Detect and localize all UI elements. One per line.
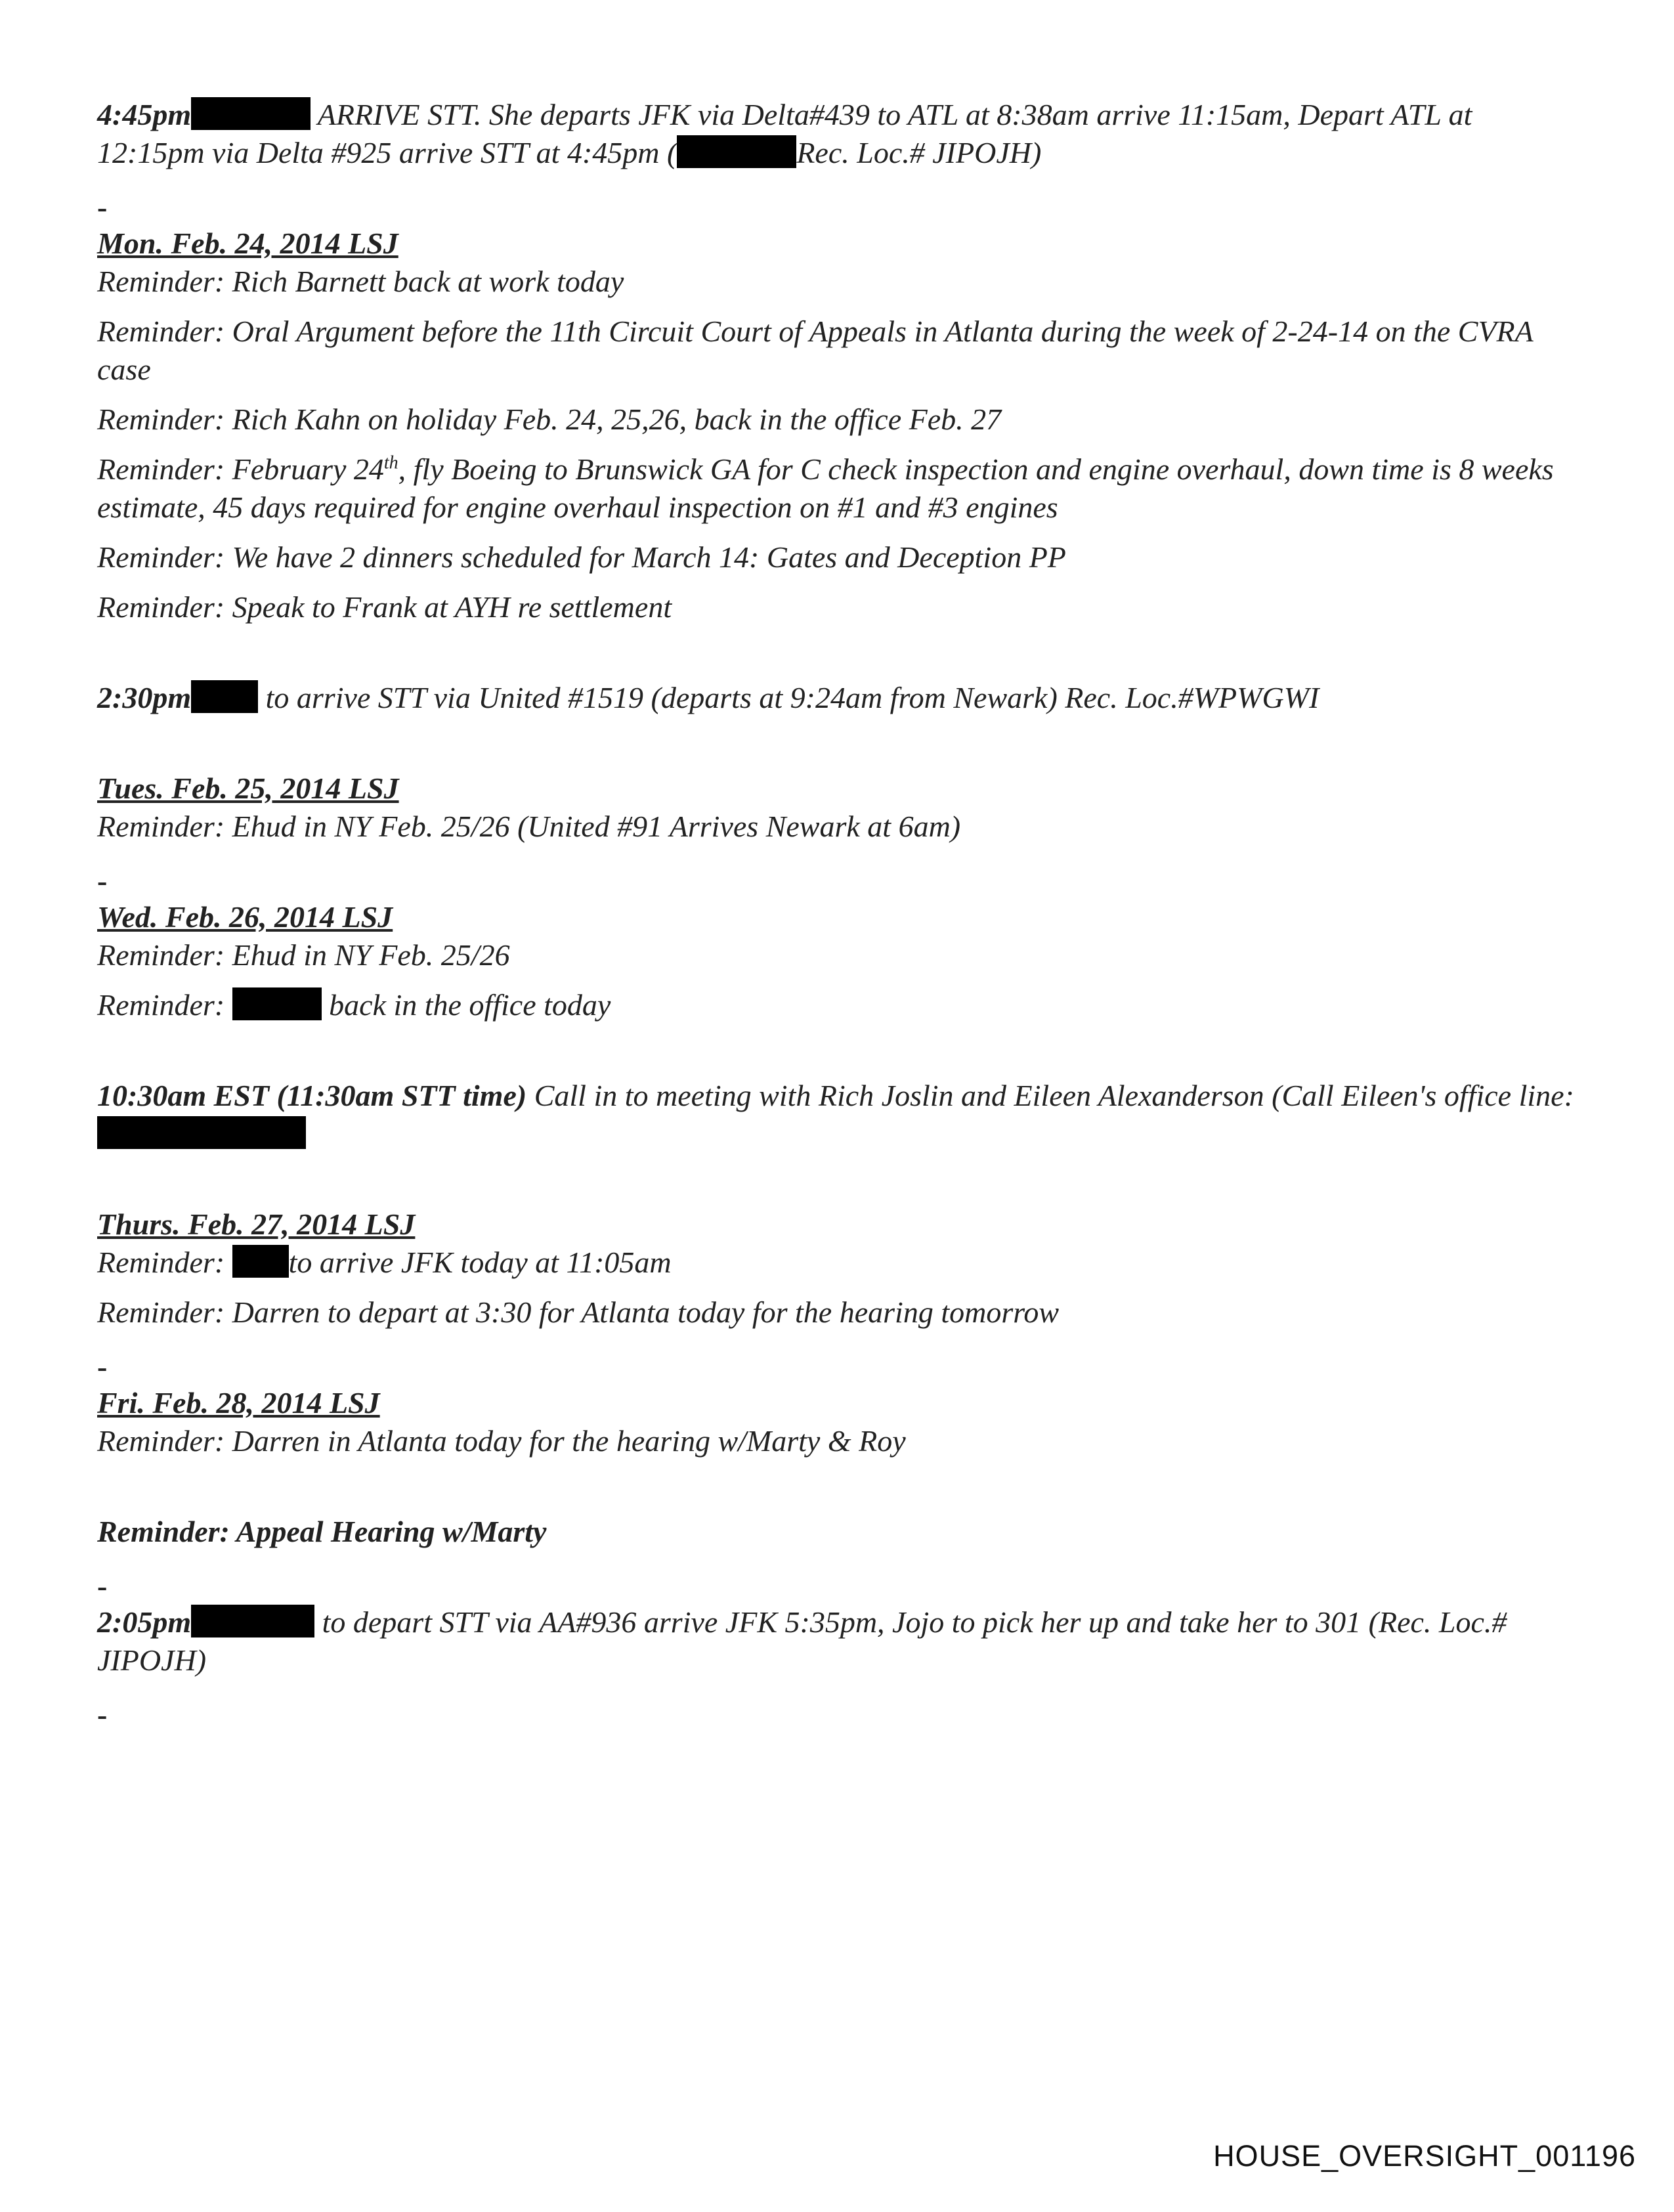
bates-number: HOUSE_OVERSIGHT_001196 <box>1213 2139 1636 2173</box>
reminder-item: Reminder: Darren to depart at 3:30 for Atlanta today for the hearing tomorrow <box>97 1295 1060 1329</box>
entry-text: to arrive STT via United #1519 (departs at 9:24am from Newark) Rec. Loc.#WPWGWI <box>258 681 1320 714</box>
reminder-text: Reminder: <box>97 1246 232 1279</box>
separator-dash: - <box>97 1698 108 1731</box>
reminder-item: Reminder: Ehud in NY Feb. 25/26 <box>97 938 510 972</box>
day-heading-wed: Wed. Feb. 26, 2014 LSJ <box>97 900 393 934</box>
reminder-item <box>97 1244 1574 1282</box>
reminder-text: , fly Boeing to Brunswick GA for C check inspection and engine overhaul, down time is 8 weeks estimate, 45 days required for engine overhaul inspection on #1 and #3 engines <box>97 452 1554 524</box>
reminder-item <box>97 986 1574 1024</box>
reminder-appeal-hearing: Reminder: Appeal Hearing w/Marty <box>97 1515 547 1548</box>
redaction-box <box>191 1605 314 1637</box>
reminder-text: to arrive JFK today at 11:05am <box>288 1246 672 1279</box>
entry-time: 2:30pm <box>97 681 192 714</box>
superscript: th <box>383 452 398 473</box>
reminder-text: back in the office today <box>321 988 611 1022</box>
entry-meeting-call <box>97 1077 1574 1153</box>
day-heading-fri: Fri. Feb. 28, 2014 LSJ <box>97 1386 380 1420</box>
redaction-box <box>232 987 322 1020</box>
reminder-item: Reminder: Darren in Atlanta today for the hearing w/Marty & Roy <box>97 1424 906 1458</box>
redaction-box <box>191 680 258 713</box>
separator-dash: - <box>97 1350 108 1383</box>
reminder-text: Reminder: <box>97 988 232 1022</box>
day-heading-mon: Mon. Feb. 24, 2014 LSJ <box>97 227 398 260</box>
reminder-item: Reminder: We have 2 dinners scheduled for March 14: Gates and Deception PP <box>97 540 1066 574</box>
redaction-box <box>191 97 311 130</box>
separator-dash: - <box>97 864 108 898</box>
separator-dash: - <box>97 190 108 224</box>
reminder-item: Reminder: Rich Barnett back at work today <box>97 265 624 298</box>
entry-time: 2:05pm <box>97 1605 192 1639</box>
entry-arrival-stt <box>97 96 1574 172</box>
reminder-item: Reminder: Rich Kahn on holiday Feb. 24, 25,26, back in the office Feb. 27 <box>97 402 1002 436</box>
reminder-item <box>97 450 1574 527</box>
redaction-box <box>97 1116 306 1149</box>
reminder-item: Reminder: Speak to Frank at AYH re settlement <box>97 590 672 624</box>
entry-time: 10:30am EST (11:30am STT time) <box>97 1079 527 1112</box>
day-heading-thu: Thurs. Feb. 27, 2014 LSJ <box>97 1207 416 1241</box>
entry-text: Call in to meeting with Rich Joslin and Eileen Alexanderson (Call Eileen's office line: <box>526 1079 1574 1112</box>
entry-text: ARRIVE STT. She departs JFK via Delta#439 to ATL at 8:38am arrive 11:15am, Depart ATL at 12:15pm via Delta #925 arrive STT at 4:45pm ( <box>97 98 1472 169</box>
entry-text: Rec. Loc.# JIPOJH) <box>796 136 1042 169</box>
day-heading-tue: Tues. Feb. 25, 2014 LSJ <box>97 771 399 805</box>
reminder-item: Reminder: Ehud in NY Feb. 25/26 (United #91 Arrives Newark at 6am) <box>97 810 961 843</box>
document-page <box>97 96 1574 1732</box>
separator-dash: - <box>97 1569 108 1603</box>
entry-departure-aa <box>97 1603 1574 1680</box>
reminder-item: Reminder: Oral Argument before the 11th Circuit Court of Appeals in Atlanta during the week of 2-24-14 on the CVRA case <box>97 314 1533 386</box>
redaction-box <box>677 135 796 168</box>
reminder-text: Reminder: February 24 <box>97 452 384 486</box>
entry-text: to depart STT via AA#936 arrive JFK 5:35pm, Jojo to pick her up and take her to 301 (Rec. Loc.# JIPOJH) <box>97 1605 1507 1677</box>
entry-arrival-united <box>97 679 1574 717</box>
redaction-box <box>232 1245 289 1278</box>
entry-time: 4:45pm <box>97 98 192 131</box>
